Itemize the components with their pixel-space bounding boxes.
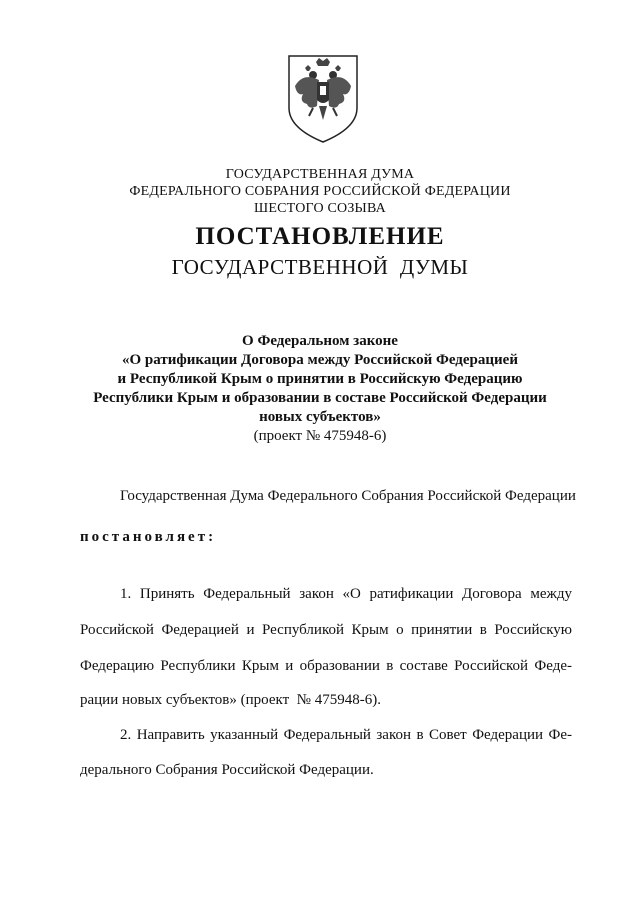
- decree-word: постановляет:: [80, 529, 217, 545]
- document-title: ПОСТАНОВЛЕНИЕ: [195, 223, 445, 250]
- item2-line: 2. Направить указанный Федеральный закон в Совет Федерации Фе-: [120, 727, 572, 743]
- header-line-convocation: ШЕСТОГО СОЗЫВА: [254, 201, 386, 216]
- item2-line: дерального Собрания Российской Федерации.: [80, 762, 374, 778]
- subject-block: [0, 332, 640, 427]
- item1-line: Российской Федерацией и Республикой Крым о принятии в Российскую: [80, 622, 572, 638]
- project-number: (проект № 475948-6): [253, 428, 387, 444]
- coat-of-arms-emblem: [283, 50, 363, 145]
- header-line-duma: ГОСУДАРСТВЕННАЯ ДУМА: [225, 167, 415, 182]
- subject-line: новых субъектов»: [259, 409, 381, 425]
- subject-line: О Федеральном законе: [242, 333, 398, 349]
- item1-line: Федерацию Республики Крым и образовании в составе Российской Феде-: [80, 658, 572, 674]
- document-subtitle: ГОСУДАРСТВЕННОЙ ДУМЫ: [171, 255, 469, 279]
- subject-line: и Республикой Крым о принятии в Российскую Федерацию: [117, 371, 523, 387]
- subject-line: Республики Крым и образовании в составе Российской Федерации: [93, 390, 547, 406]
- intro-paragraph: Государственная Дума Федерального Собрания Российской Федерации: [120, 488, 576, 504]
- header-line-assembly: ФЕДЕРАЛЬНОГО СОБРАНИЯ РОССИЙСКОЙ ФЕДЕРАЦИИ: [129, 184, 511, 199]
- item1-line: рации новых субъектов» (проект № 475948-6).: [80, 692, 381, 708]
- subject-line: «О ратификации Договора между Российской Федерацией: [122, 352, 518, 368]
- item1-line: 1. Принять Федеральный закон «О ратификации Договора между: [120, 586, 572, 602]
